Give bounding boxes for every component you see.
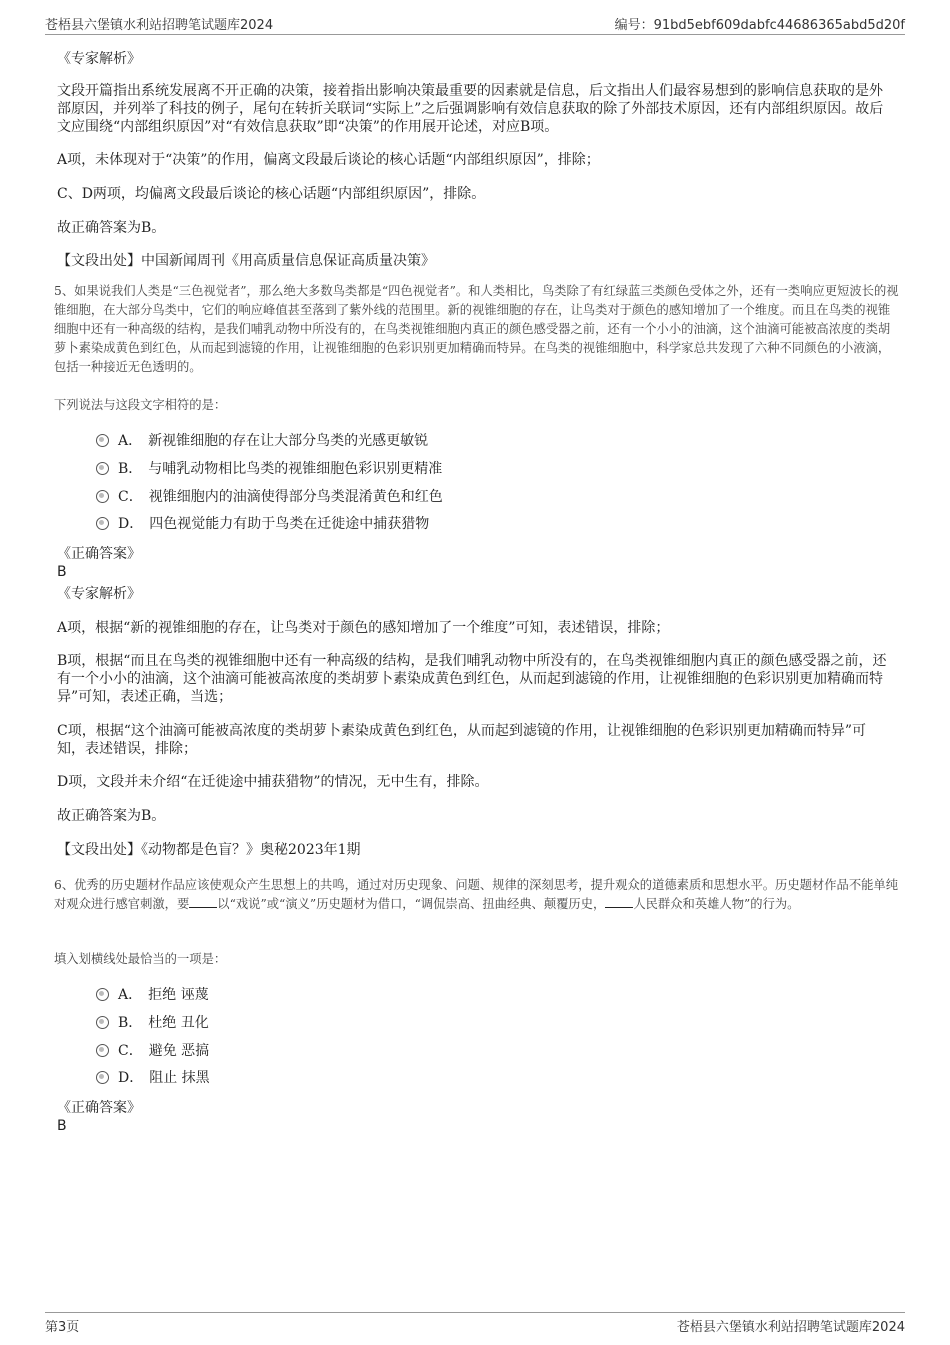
q5-option-a[interactable]: A． 新视锥细胞的存在让大部分鸟类的光感更敏锐 [96,432,428,450]
q5-option-d[interactable]: D． 四色视觉能力有助于鸟类在迁徙途中捕获猎物 [96,515,429,533]
q5-analysis-d: D项，文段并未介绍“在迁徙途中捕获猎物”的情况，无中生有，排除。 [57,774,489,790]
q5-conclusion: 故正确答案为B。 [57,808,166,824]
q6-option-d[interactable]: D． 阻止 抹黑 [96,1069,210,1087]
answer-blank [189,896,217,908]
q5-answer: B [57,564,67,580]
q6-answer-label: 《正确答案》 [57,1100,141,1116]
page-header [45,12,905,35]
q5-option-c[interactable]: C． 视锥细胞内的油滴使得部分鸟类混淆黄色和红色 [96,488,443,506]
page-footer [45,1312,905,1335]
header-title: 苍梧县六堡镇水利站招聘笔试题库2024 [45,18,274,33]
q4-analysis-label: 《专家解析》 [57,51,141,67]
q4-conclusion: 故正确答案为B。 [57,220,166,236]
radio-icon[interactable] [96,1071,109,1084]
q6-option-a[interactable]: A． 拒绝 诬蔑 [96,986,209,1004]
radio-icon[interactable] [96,517,109,530]
header-serial: 编号：91bd5ebf609dabfc44686365abd5d20f [614,18,905,33]
q5-analysis-a: A项，根据“新的视锥细胞的存在，让鸟类对于颜色的感知增加了一个维度”可知，表述错误，排除； [57,620,670,636]
q6-option-c[interactable]: C． 避免 恶搞 [96,1042,209,1060]
q6-option-b[interactable]: B． 杜绝 丑化 [96,1014,209,1032]
q6-answer: B [57,1118,67,1134]
radio-icon[interactable] [96,434,109,447]
q5-source: 【文段出处】《动物都是色盲？》奥秘2023年1期 [57,842,361,858]
q5-analysis-label: 《专家解析》 [57,586,141,602]
q4-analysis-option-a: A项，未体现对于“决策”的作用，偏离文段最后谈论的核心话题“内部组织原因”，排除； [57,152,600,168]
radio-icon[interactable] [96,1044,109,1057]
q5-analysis-b: B项，根据“而且在鸟类的视锥细胞中还有一种高级的结构，是我们哺乳动物中所没有的，在鸟类视锥细胞内真正的颜色感受器之前，还有一个小小的油滴，这个油滴可能被高浓度的类胡萝卜素染成黄色到红色，从而起到滤镜的作用，让视锥细胞的色彩识别更加精确而特异”可知，表述正确，当选； [57,653,887,705]
q6-prompt: 填入划横线处最恰当的一项是： [54,952,227,966]
q6-stem: 6、优秀的历史题材作品应该使观众产生思想上的共鸣，通过对历史现象、问题、规律的深刻思考，提升观众的道德素质和思想水平。历史题材作品不能单纯对观众进行感官刺激，要 以“戏说”或“演义”历史题材为借口，“调侃崇高、扭曲经典、颠覆历史， 人民群众和英雄人物”的行为。 [54,878,899,911]
q4-source: 【文段出处】中国新闻周刊《用高质量信息保证高质量决策》 [57,253,435,269]
radio-icon[interactable] [96,462,109,475]
answer-blank [605,896,633,908]
q5-option-b[interactable]: B． 与哺乳动物相比鸟类的视锥细胞色彩识别更精准 [96,460,442,478]
q4-analysis-paragraph: 文段开篇指出系统发展离不开正确的决策，接着指出影响决策最重要的因素就是信息，后文指出人们最容易想到的影响信息获取的是外部原因，并列举了科技的例子，尾句在转折关联词“实际上”之后强调影响有效信息获取的除了外部技术原因，还有内部组织原因。故后文应围绕“内部组织原因”对“有效信息获取”即“决策”的作用展开论述，对应B项。 [57,83,884,135]
footer-page-number: 第3页 [45,1320,80,1335]
footer-title: 苍梧县六堡镇水利站招聘笔试题库2024 [676,1320,905,1335]
radio-icon[interactable] [96,490,109,503]
q5-analysis-c: C项，根据“这个油滴可能被高浓度的类胡萝卜素染成黄色到红色，从而起到滤镜的作用，让视锥细胞的色彩识别更加精确而特异”可知，表述错误，排除； [57,723,867,757]
q5-stem: 5、如果说我们人类是“三色视觉者”，那么绝大多数鸟类都是“四色视觉者”。和人类相比，鸟类除了有红绿蓝三类颜色受体之外，还有一类响应更短波长的视锥细胞，在大部分鸟类中，它们的响应峰值甚至落到了紫外线的范围里。新的视锥细胞的存在，让鸟类对于颜色的感知增加了一个维度。而且在鸟类的视锥细胞中还有一种高级的结构，是我们哺乳动物中所没有的，在鸟类视锥细胞内真正的颜色感受器之前，还有一个小小的油滴，这个油滴可能被高浓度的类胡萝卜素染成黄色到红色，从而起到滤镜的作用，让视锥细胞的色彩识别更加精确而特异。在鸟类的视锥细胞中，科学家总共发现了六种不同颜色的小液滴，包括一种接近无色透明的。 [54,284,899,374]
q5-answer-label: 《正确答案》 [57,546,141,562]
radio-icon[interactable] [96,1016,109,1029]
q5-prompt: 下列说法与这段文字相符的是： [54,398,227,412]
radio-icon[interactable] [96,988,109,1001]
q4-analysis-option-cd: C、D两项，均偏离文段最后谈论的核心话题“内部组织原因”，排除。 [57,186,486,202]
